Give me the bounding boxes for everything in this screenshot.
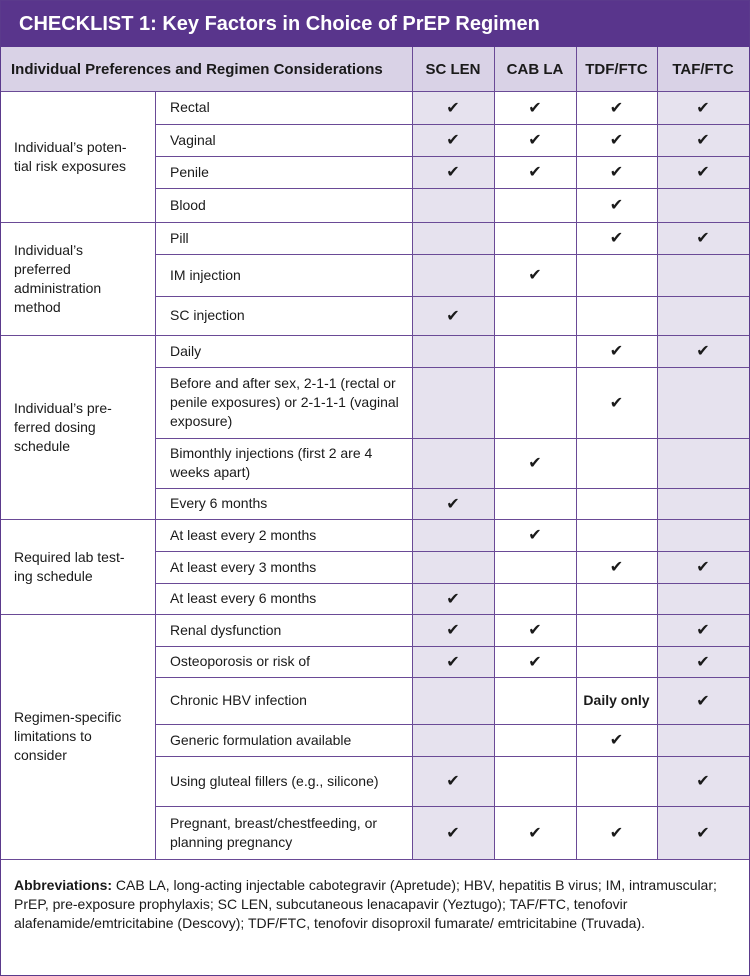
checklist-title: CHECKLIST 1: Key Factors in Choice of PrEP Regimen	[1, 1, 749, 47]
group-label: Regimen-specific limitations to consider	[14, 709, 122, 763]
column-divider	[155, 91, 156, 859]
check-mark-icon: ✔	[609, 164, 624, 181]
header-considerations: Individual Preferences and Regimen Considerations	[11, 60, 383, 78]
check-mark-icon: ✔	[446, 307, 460, 325]
consideration-label: Bimonthly injections (first 2 are 4 weeks apart)	[170, 445, 373, 480]
consideration-label: Rectal	[170, 99, 210, 115]
check-mark-icon: ✔	[528, 267, 542, 284]
check-mark-icon: ✔	[696, 132, 710, 149]
check-mark-icon: ✔	[609, 732, 624, 749]
consideration-label: Every 6 months	[170, 495, 268, 511]
check-mark-icon: ✔	[696, 164, 710, 181]
check-mark-icon: ✔	[609, 559, 624, 576]
check-mark-icon: ✔	[696, 559, 710, 576]
check-mark-icon: ✔	[696, 99, 710, 117]
consideration-label: At least every 6 months	[170, 590, 317, 606]
check-mark-icon: ✔	[609, 230, 624, 247]
consideration-label: Vaginal	[170, 131, 216, 148]
check-mark-icon: ✔	[696, 692, 710, 710]
consideration-label: Pill	[170, 229, 189, 246]
check-mark-icon: ✔	[609, 343, 624, 360]
consideration-label: Pregnant, breast/chestfeeding, or planning pregnancy	[170, 814, 378, 850]
consideration-label: Daily	[170, 342, 202, 359]
check-mark-icon: ✔	[446, 773, 460, 790]
group-divider	[1, 859, 749, 860]
consideration-label: IM injection	[170, 266, 241, 283]
abbreviations-text: CAB LA, long-acting injectable cabotegravir (Apretude); HBV, hepatitis B virus; IM, intramuscular; PrEP, pre-exposure prophylaxis; SC LEN, subcutaneous lenacapavir (Yeztugo); TAF/FTC, tenofovir alafenamide/emtricitabine (Descovy); TDF/FTC, tenofovir disoproxil fumarate/ emtricitabine (Truvada).	[14, 877, 717, 931]
shaded-column	[657, 91, 749, 859]
check-mark-icon: ✔	[609, 197, 624, 214]
group-label: Individual’s pre-ferred dosing schedule	[14, 399, 112, 454]
consideration-label: Using gluteal fillers (e.g., silicone)	[170, 772, 379, 789]
group-label: Individual’s preferred administration method	[14, 241, 102, 315]
consideration-label: Renal dysfunction	[170, 621, 282, 638]
consideration-label: Penile	[170, 163, 209, 180]
check-mark-icon: ✔	[528, 653, 542, 671]
consideration-label: At least every 3 months	[170, 558, 317, 575]
abbreviations-note	[14, 876, 734, 933]
group-label: Individual’s poten-tial risk exposures	[14, 138, 127, 174]
check-mark-icon: ✔	[446, 622, 460, 639]
header-regimen: TAF/FTC	[672, 60, 734, 78]
check-mark-icon: ✔	[528, 164, 542, 181]
consideration-label: At least every 2 months	[170, 526, 317, 543]
check-mark-icon: ✔	[528, 824, 542, 842]
consideration-label: Before and after sex, 2-1-1 (rectal or penile exposures) or 2-1-1-1 (vaginal exposure)	[170, 375, 399, 429]
check-mark-icon: ✔	[609, 132, 624, 149]
check-mark-icon: ✔	[696, 824, 710, 842]
consideration-label: Generic formulation available	[170, 731, 352, 748]
group-label: Required lab test-ing schedule	[14, 548, 125, 584]
check-mark-icon: ✔	[528, 455, 542, 472]
check-mark-icon: ✔	[446, 653, 460, 671]
regimen-note: Daily only	[583, 692, 650, 708]
header-regimen: CAB LA	[506, 60, 564, 78]
shaded-column	[412, 91, 494, 859]
check-mark-icon: ✔	[446, 164, 460, 181]
check-mark-icon: ✔	[446, 824, 460, 842]
check-mark-icon: ✔	[528, 527, 542, 544]
check-mark-icon: ✔	[696, 653, 710, 671]
check-mark-icon: ✔	[446, 495, 460, 513]
check-mark-icon: ✔	[609, 394, 624, 412]
column-divider	[576, 47, 577, 859]
column-divider	[494, 47, 495, 859]
check-mark-icon: ✔	[446, 590, 460, 608]
column-divider	[657, 47, 658, 859]
header-regimen: SC LEN	[425, 60, 481, 78]
check-mark-icon: ✔	[528, 99, 542, 117]
consideration-label: Blood	[170, 196, 206, 213]
header-divider	[1, 91, 749, 92]
check-mark-icon: ✔	[696, 773, 710, 790]
check-mark-icon: ✔	[696, 622, 710, 639]
abbreviations-label: Abbreviations:	[14, 877, 113, 893]
check-mark-icon: ✔	[528, 622, 542, 639]
check-mark-icon: ✔	[696, 343, 710, 360]
check-mark-icon: ✔	[696, 230, 710, 247]
consideration-label: SC injection	[170, 307, 245, 323]
check-mark-icon: ✔	[609, 824, 624, 842]
check-mark-icon: ✔	[446, 99, 460, 117]
header-regimen: TDF/FTC	[585, 60, 648, 78]
column-divider	[412, 47, 413, 859]
check-mark-icon: ✔	[528, 132, 542, 149]
consideration-label: Chronic HBV infection	[170, 692, 307, 708]
check-mark-icon: ✔	[609, 99, 624, 117]
check-mark-icon: ✔	[446, 132, 460, 149]
consideration-label: Osteoporosis or risk of	[170, 653, 311, 669]
